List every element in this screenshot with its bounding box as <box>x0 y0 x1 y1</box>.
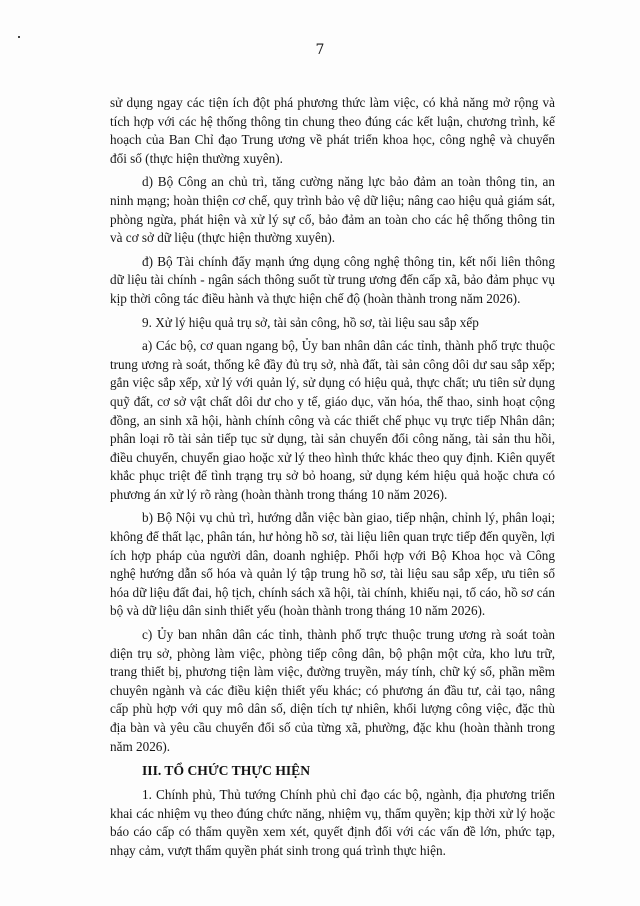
paragraph-item-dd: đ) Bộ Tài chính đẩy mạnh ứng dụng công nghệ thông tin, kết nối liên thông dữ liệu tài chính - ngân sách thông suốt từ trung ương đến cấp xã, bảo đảm phục vụ kịp thời công tác điều hành và thực hiện chế độ (hoàn thành trong năm 2026). <box>110 253 555 306</box>
paragraph-item-a: a) Các bộ, cơ quan ngang bộ, Ủy ban nhân dân các tỉnh, thành phố trực thuộc trung ương rà soát, thống kê đầy đủ trụ sở, nhà đất, tài sản công dôi dư sau sắp xếp; gắn việc sắp xếp, xử lý với quản lý, sử dụng có hiệu quả, thực chất; ưu tiên sử dụng quỹ đất, cơ sở vật chất dôi dư cho y tế, giáo dục, văn hóa, thể thao, sinh hoạt cộng đồng, an sinh xã hội, hành chính công và các thiết chế phục vụ trực tiếp Nhân dân; phân loại rõ tài sản tiếp tục sử dụng, tài sản chuyển đổi công năng, tài sản thu hồi, điều chuyển, chuyển giao hoặc xử lý theo hình thức khác theo quy định. Kiên quyết khắc phục triệt để tình trạng trụ sở bỏ hoang, sử dụng kém hiệu quả hoặc chưa có phương án xử lý rõ ràng (hoàn thành trong tháng 10 năm 2026). <box>110 338 555 502</box>
section-heading-iii: III. TỔ CHỨC THỰC HIỆN <box>142 763 311 779</box>
paragraph-item-b: b) Bộ Nội vụ chủ trì, hướng dẫn việc bàn giao, tiếp nhận, chỉnh lý, phân loại; không để thất lạc, phân tán, hư hỏng hồ sơ, tài liệu liên quan trực tiếp đến quyền, lợi ích hợp pháp của người dân, doanh nghiệp. Phối hợp với Bộ Khoa học và Công nghệ hướng dẫn số hóa và quản lý tập trung hồ sơ, tài liệu sau sắp xếp, ưu tiên số hóa dữ liệu đất đai, hộ tịch, chính sách xã hội, tài chính, khiếu nại, tố cáo, hồ sơ cán bộ và dữ liệu dân sinh thiết yếu (hoàn thành trong tháng 10 năm 2026). <box>110 510 556 619</box>
document-body <box>110 94 555 866</box>
paragraph-item-c: c) Ủy ban nhân dân các tỉnh, thành phố trực thuộc trung ương rà soát toàn diện trụ sở, phòng làm việc, phòng tiếp công dân, bộ phận một cửa, kho lưu trữ, trang thiết bị, phương tiện làm việc, đường truyền, máy tính, chữ ký số, phần mềm chuyên ngành và các điều kiện thiết yếu khác; có phương án đầu tư, cải tạo, nâng cấp phù hợp với quy mô dân số, diện tích tự nhiên, khối lượng công việc, đặc thù địa bàn và yêu cầu chuyển đổi số của từng xã, phường, đặc khu (hoàn thành trong năm 2026). <box>110 627 555 754</box>
paragraph-item-d: d) Bộ Công an chủ trì, tăng cường năng lực bảo đảm an toàn thông tin, an ninh mạng; hoàn thiện cơ chế, quy trình bảo vệ dữ liệu; nâng cao hiệu quả giám sát, phòng ngừa, phát hiện và xử lý sự cố, bảo đảm an toàn cho các hệ thống thông tin và cơ sở dữ liệu (thực hiện thường xuyên). <box>110 174 555 246</box>
paragraph-continuation: sử dụng ngay các tiện ích đột phá phương thức làm việc, có khả năng mở rộng và tích hợp với các hệ thống thông tin chung theo đúng các kết luận, chương trình, kế hoạch của Ban Chỉ đạo Trung ương về phát triển khoa học, công nghệ và chuyển đổi số (thực hiện thường xuyên). <box>110 95 555 166</box>
scan-mark <box>18 36 20 38</box>
paragraph-implementation-1: 1. Chính phủ, Thủ tướng Chính phủ chỉ đạo các bộ, ngành, địa phương triển khai các nhiệm vụ theo đúng chức năng, nhiệm vụ, thẩm quyền; kịp thời xử lý hoặc báo cáo cấp có thẩm quyền xem xét, quyết định đối với các vấn đề lớn, phức tạp, nhạy cảm, vượt thẩm quyền phát sinh trong quá trình thực hiện. <box>110 787 555 858</box>
page-number: 7 <box>315 42 325 58</box>
paragraph-section-9: 9. Xử lý hiệu quả trụ sở, tài sản công, hồ sơ, tài liệu sau sắp xếp <box>142 314 479 330</box>
